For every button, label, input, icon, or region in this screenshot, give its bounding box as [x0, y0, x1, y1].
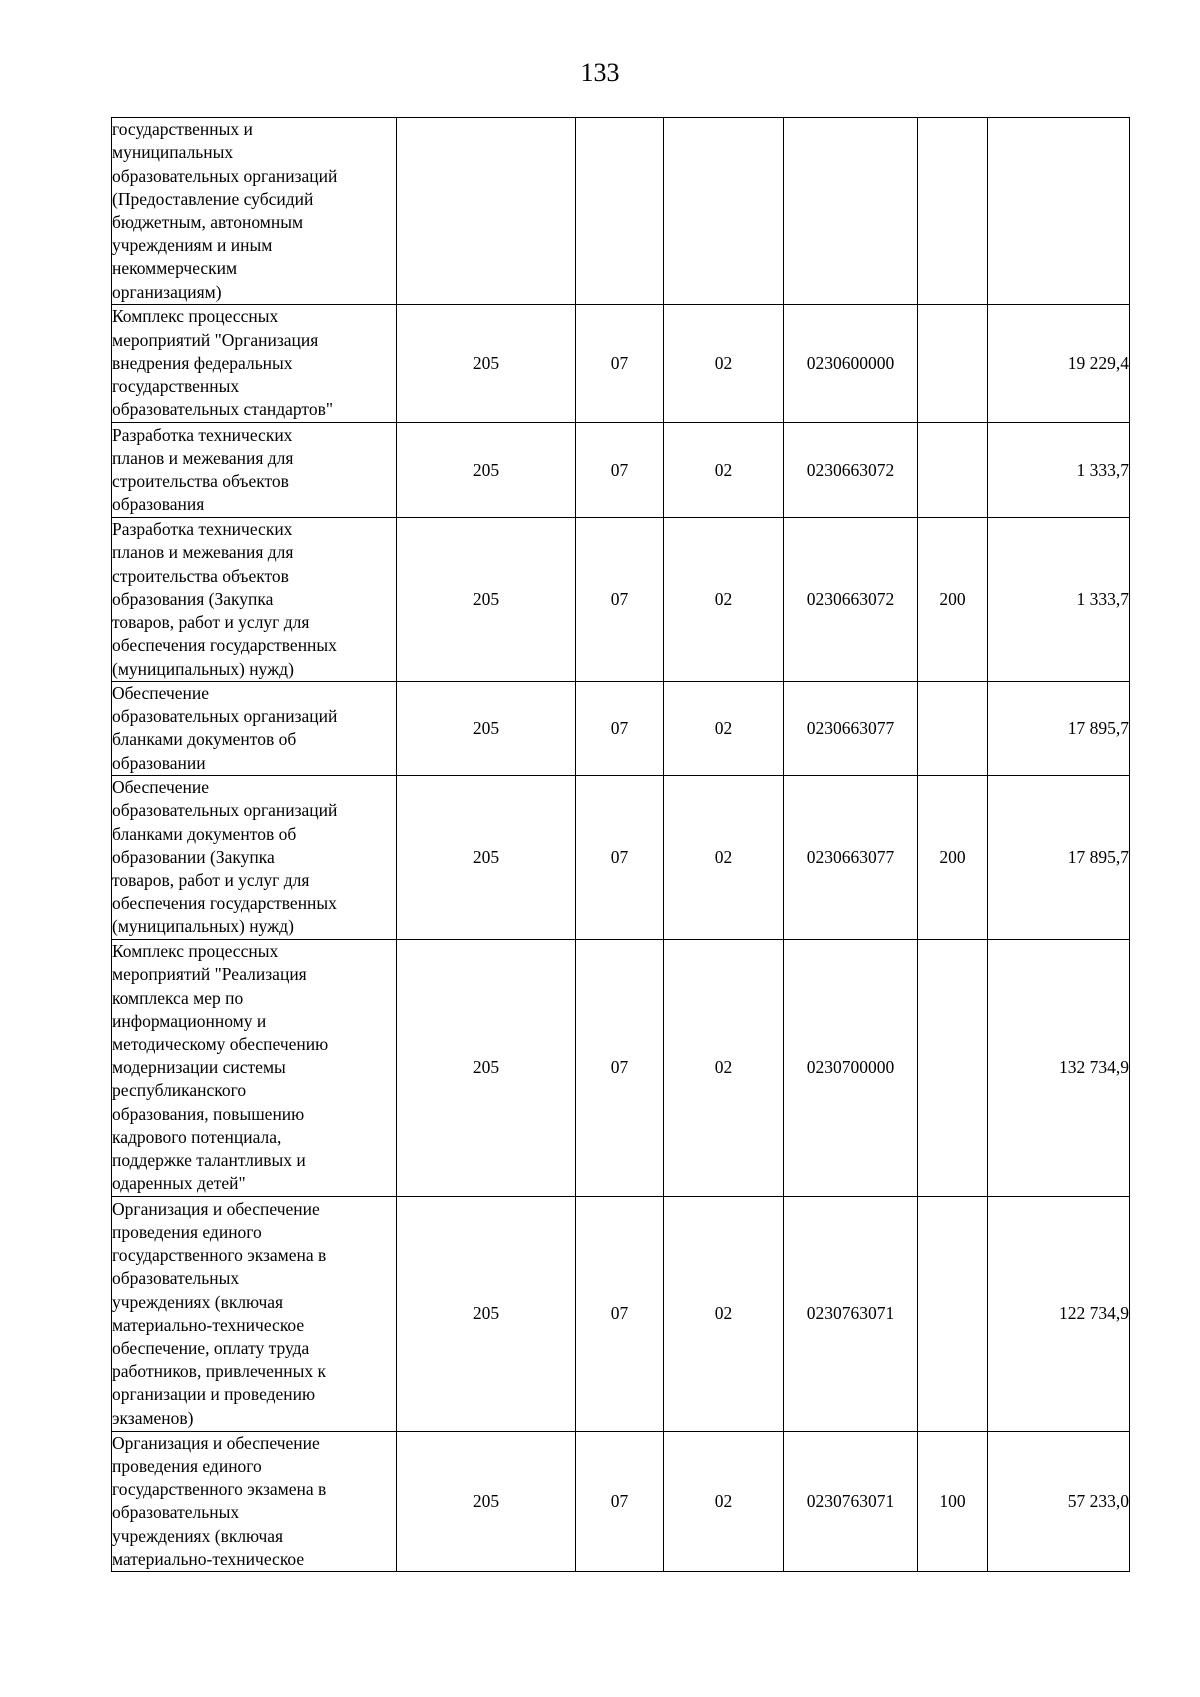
section-code: 07 [576, 423, 664, 518]
amount-value: 17 895,7 [988, 775, 1130, 939]
expense-item-name-line: республиканского [112, 1080, 247, 1101]
expense-type-code: 100 [918, 1431, 988, 1571]
expense-item-name-line: обеспечение, оплату труда [112, 1338, 310, 1359]
expense-item-name-line: образовательных организаций [112, 706, 338, 727]
target-article-code: 0230663072 [784, 518, 918, 682]
expense-item-name-line: образовательных [112, 1502, 240, 1523]
subsection-code: 02 [664, 682, 784, 776]
expense-item-name-line: комплекса мер по [112, 987, 244, 1008]
expense-item-name-line: бюджетным, автономным [112, 212, 304, 232]
expense-item-name-line: материально-техническое [112, 1314, 305, 1335]
expense-item-name-line: государственного экзамена в [112, 1245, 327, 1266]
expense-type-code [918, 423, 988, 518]
expense-item-name [112, 682, 397, 776]
expense-item-name-line: экзаменов) [112, 1407, 194, 1428]
expense-type-code [918, 939, 988, 1196]
amount-value: 19 229,4 [988, 305, 1130, 423]
ministry-code: 205 [397, 939, 576, 1196]
expense-item-name-line: методическому обеспечению [112, 1034, 329, 1054]
expense-item-name-line: учреждениях (включая [112, 1525, 284, 1546]
expense-type-code: 200 [918, 775, 988, 939]
expense-item-name-line: некоммерческим [112, 258, 238, 279]
table-row [112, 423, 1130, 518]
section-code: 07 [576, 1196, 664, 1431]
expense-item-name [112, 1431, 397, 1571]
expense-type-code [918, 118, 988, 305]
expense-item-name-line: товаров, работ и услуг для [112, 612, 310, 633]
expense-item-name-line: образовании [112, 752, 206, 773]
expense-item-name-line: проведения единого [112, 1222, 262, 1242]
expense-item-name-line: поддержке талантливых и [112, 1150, 306, 1171]
table-row [112, 775, 1130, 939]
expense-item-name-line: (муниципальных) нужд) [112, 658, 294, 679]
expense-item-name-line: образования, повышению [112, 1103, 305, 1124]
section-code: 07 [576, 518, 664, 682]
target-article-code [784, 118, 918, 305]
expense-item-name-line: государственных и [112, 119, 253, 140]
expense-item-name-line: товаров, работ и услуг для [112, 869, 310, 890]
ministry-code: 205 [397, 1196, 576, 1431]
expense-item-name-line: учреждениях (включая [112, 1291, 284, 1312]
amount-value: 1 333,7 [988, 518, 1130, 682]
section-code: 07 [576, 939, 664, 1196]
amount-value: 122 734,9 [988, 1196, 1130, 1431]
expense-item-name-line: государственного экзамена в [112, 1479, 327, 1500]
expense-item-name-line: организациям) [112, 281, 222, 302]
ministry-code: 205 [397, 1431, 576, 1571]
expense-item-name [112, 118, 397, 305]
subsection-code: 02 [664, 1196, 784, 1431]
expense-item-name-line: (Предоставление субсидий [112, 188, 314, 209]
expense-item-name-line: Разработка технических [112, 424, 293, 445]
expense-item-name-line: образовательных организаций [112, 165, 338, 186]
ministry-code: 205 [397, 775, 576, 939]
target-article-code: 0230600000 [784, 305, 918, 423]
target-article-code: 0230663077 [784, 682, 918, 776]
target-article-code: 0230763071 [784, 1196, 918, 1431]
section-code: 07 [576, 305, 664, 423]
page-number: 133 [580, 58, 620, 87]
section-code [576, 118, 664, 305]
subsection-code [664, 118, 784, 305]
expense-item-name [112, 423, 397, 518]
table-row [112, 682, 1130, 776]
subsection-code: 02 [664, 305, 784, 423]
expense-item-name-line: (муниципальных) нужд) [112, 916, 294, 937]
table-row [112, 1431, 1130, 1571]
expense-item-name-line: строительства объектов [112, 565, 289, 586]
expense-item-name-line: планов и межевания для [112, 542, 294, 563]
expense-item-name-line: строительства объектов [112, 471, 289, 491]
table-row [112, 305, 1130, 423]
amount-value: 17 895,7 [988, 682, 1130, 776]
expense-type-code [918, 682, 988, 776]
expense-item-name-line: Организация и обеспечение [112, 1198, 320, 1219]
subsection-code: 02 [664, 423, 784, 518]
amount-value: 57 233,0 [988, 1431, 1130, 1571]
expense-item-name-line: информационному и [112, 1010, 267, 1031]
target-article-code: 0230763071 [784, 1431, 918, 1571]
ministry-code: 205 [397, 305, 576, 423]
expense-item-name-line: обеспечения государственных [112, 893, 337, 914]
expense-item-name-line: образования [112, 494, 205, 515]
expense-item-name-line: Разработка технических [112, 519, 293, 540]
target-article-code: 0230663077 [784, 775, 918, 939]
expense-item-name [112, 775, 397, 939]
expense-item-name-line: внедрения федеральных [112, 352, 293, 373]
expense-item-name-line: Организация и обеспечение [112, 1432, 320, 1453]
expense-item-name-line: Комплекс процессных [112, 941, 279, 962]
expense-item-name-line: учреждениям и иным [112, 235, 273, 256]
expense-item-name-line: одаренных детей" [112, 1173, 246, 1194]
table-row [112, 518, 1130, 682]
expense-type-code: 200 [918, 518, 988, 682]
expense-item-name-line: мероприятий "Реализация [112, 964, 307, 985]
expense-item-name-line: обеспечения государственных [112, 635, 337, 656]
target-article-code: 0230663072 [784, 423, 918, 518]
expense-type-code [918, 1196, 988, 1431]
expense-item-name-line: Комплекс процессных [112, 306, 279, 327]
expense-type-code [918, 305, 988, 423]
subsection-code: 02 [664, 939, 784, 1196]
expense-item-name-line: мероприятий "Организация [112, 329, 319, 350]
expense-item-name-line: бланками документов об [112, 823, 297, 844]
expense-item-name-line: планов и межевания для [112, 447, 294, 468]
expense-item-name-line: образовании (Закупка [112, 846, 275, 867]
expense-item-name-line: Обеспечение [112, 777, 210, 798]
expense-item-name-line: муниципальных [112, 142, 234, 163]
budget-allocation-table [111, 117, 1130, 1572]
section-code: 07 [576, 775, 664, 939]
ministry-code: 205 [397, 682, 576, 776]
subsection-code: 02 [664, 1431, 784, 1571]
ministry-code: 205 [397, 518, 576, 682]
expense-item-name [112, 305, 397, 423]
expense-item-name-line: Обеспечение [112, 683, 210, 703]
section-code: 07 [576, 682, 664, 776]
table-row [112, 939, 1130, 1196]
subsection-code: 02 [664, 518, 784, 682]
expense-item-name-line: материально-техническое [112, 1548, 305, 1569]
expense-item-name-line: образовательных стандартов" [112, 399, 333, 420]
expense-item-name-line: государственных [112, 376, 240, 397]
expense-item-name-line: проведения единого [112, 1456, 262, 1477]
expense-item-name [112, 518, 397, 682]
expense-item-name-line: бланками документов об [112, 729, 297, 750]
ministry-code [397, 118, 576, 305]
amount-value: 1 333,7 [988, 423, 1130, 518]
table-row [112, 118, 1130, 305]
expense-item-name-line: кадрового потенциала, [112, 1126, 282, 1147]
subsection-code: 02 [664, 775, 784, 939]
expense-item-name [112, 1196, 397, 1431]
target-article-code: 0230700000 [784, 939, 918, 1196]
expense-item-name-line: организации и проведению [112, 1384, 316, 1405]
amount-value: 132 734,9 [988, 939, 1130, 1196]
ministry-code: 205 [397, 423, 576, 518]
amount-value [988, 118, 1130, 305]
table-row [112, 1196, 1130, 1431]
section-code: 07 [576, 1431, 664, 1571]
expense-item-name-line: образования (Закупка [112, 588, 274, 609]
expense-item-name-line: модернизации системы [112, 1057, 286, 1078]
expense-item-name-line: работников, привлеченных к [112, 1361, 326, 1382]
expense-item-name-line: образовательных [112, 1268, 240, 1289]
expense-item-name-line: образовательных организаций [112, 800, 338, 821]
expense-item-name [112, 939, 397, 1196]
